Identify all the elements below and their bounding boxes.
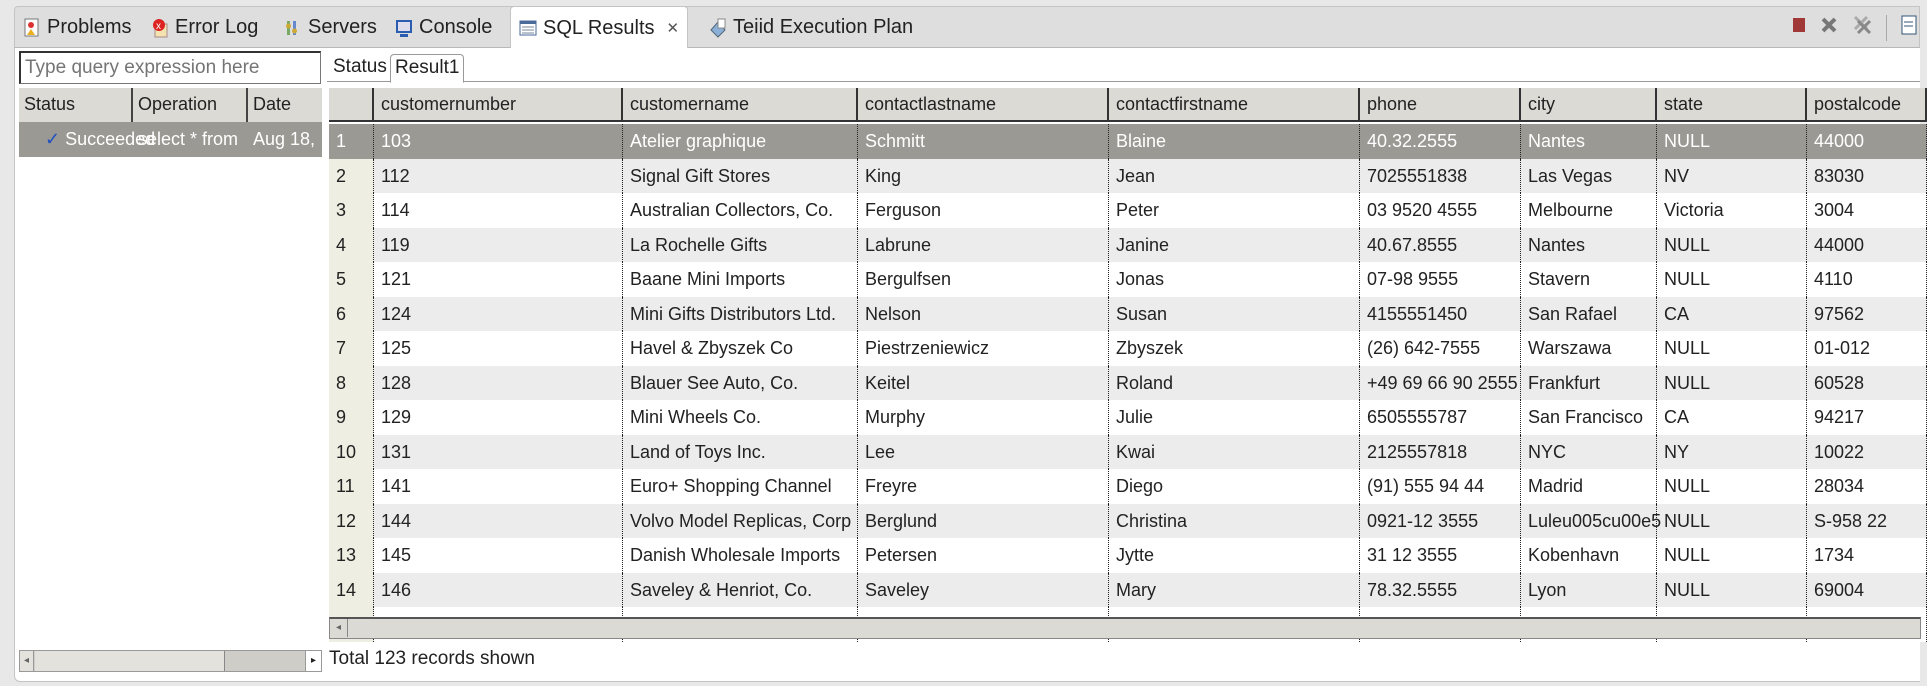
cell-contactlastname: Schmitt — [858, 124, 1109, 159]
tab-console[interactable]: Console — [387, 7, 500, 48]
table-row[interactable] — [329, 193, 1927, 228]
history-row[interactable] — [19, 122, 322, 157]
cell-customername: Blauer See Auto, Co. — [623, 366, 858, 401]
cell-contactlastname: Berglund — [858, 504, 1109, 539]
cell-phone: 03 9520 4555 — [1360, 193, 1521, 228]
cell-phone: 7025551838 — [1360, 159, 1521, 194]
cell-phone: 07-98 9555 — [1360, 262, 1521, 297]
cell-phone: 40.67.8555 — [1360, 228, 1521, 263]
cell-postalcode: 3004 — [1807, 193, 1927, 228]
cell-contactfirstname: Christina — [1109, 504, 1360, 539]
cell-row-number: 4 — [329, 228, 374, 263]
cell-phone: 6505555787 — [1360, 400, 1521, 435]
cell-phone: 0921-12 3555 — [1360, 504, 1521, 539]
cell-customername: Mini Gifts Distributors Ltd. — [623, 297, 858, 332]
console-icon — [395, 18, 413, 38]
date-cell: Aug 18, — [253, 129, 316, 149]
cell-state: NULL — [1657, 504, 1807, 539]
cell-customernumber: 131 — [374, 435, 623, 470]
table-row[interactable] — [329, 469, 1927, 504]
results-table — [329, 88, 1921, 613]
table-row[interactable] — [329, 124, 1927, 159]
cell-contactfirstname: Susan — [1109, 297, 1360, 332]
table-row[interactable] — [329, 538, 1927, 573]
history-table-header — [19, 88, 322, 122]
cell-phone: 2125557818 — [1360, 435, 1521, 470]
cell-city: San Rafael — [1521, 297, 1657, 332]
problems-icon — [23, 18, 41, 38]
cell-customername: Atelier graphique — [623, 124, 858, 159]
cell-state: CA — [1657, 297, 1807, 332]
cell-contactfirstname: Peter — [1109, 193, 1360, 228]
cell-city: Frankfurt — [1521, 366, 1657, 401]
tab-result1[interactable]: Result1 — [390, 54, 464, 83]
cell-city: Madrid — [1521, 469, 1657, 504]
remove-icon[interactable] — [1820, 16, 1838, 39]
table-row[interactable] — [329, 262, 1927, 297]
cell-state: NULL — [1657, 228, 1807, 263]
query-expression-input[interactable] — [19, 51, 321, 84]
status-text: Succeeded — [65, 129, 156, 149]
cell-city: Lyon — [1521, 573, 1657, 608]
cell-contactfirstname: Kwai — [1109, 435, 1360, 470]
cell-customername: Danish Wholesale Imports — [623, 538, 858, 573]
cell-row-number: 12 — [329, 504, 374, 539]
cell-state: NULL — [1657, 366, 1807, 401]
cell-postalcode: 94217 — [1807, 400, 1927, 435]
scrollbar-thumb[interactable] — [35, 651, 225, 671]
toolbar-separator — [1886, 15, 1887, 41]
cell-customername: Australian Collectors, Co. — [623, 193, 858, 228]
column-header-row-number[interactable] — [329, 88, 374, 122]
remove-all-icon[interactable] — [1852, 14, 1872, 41]
records-count-status: Total 123 records shown — [329, 648, 535, 669]
cell-row-number: 7 — [329, 331, 374, 366]
tab-error-log[interactable]: x Error Log — [143, 7, 266, 48]
cell-row-number: 1 — [329, 124, 374, 159]
table-row[interactable] — [329, 366, 1927, 401]
cell-contactfirstname: Jytte — [1109, 538, 1360, 573]
column-header-operation[interactable]: Operation — [133, 88, 248, 122]
column-header-customernumber[interactable]: customernumber — [374, 88, 623, 122]
column-header-status[interactable]: Status — [19, 88, 133, 122]
tab-teiid-execution-plan[interactable]: Teiid Execution Plan — [701, 7, 921, 48]
cell-contactlastname: Nelson — [858, 297, 1109, 332]
scroll-left-icon[interactable]: ◂ — [330, 619, 348, 637]
cell-city: Nantes — [1521, 228, 1657, 263]
cell-state: NULL — [1657, 538, 1807, 573]
cell-customername: Signal Gift Stores — [623, 159, 858, 194]
cell-phone: +49 69 66 90 2555 — [1360, 366, 1521, 401]
cell-state: NULL — [1657, 573, 1807, 608]
cell-phone: 78.32.5555 — [1360, 573, 1521, 608]
cell-city: Nantes — [1521, 124, 1657, 159]
servers-icon — [284, 18, 302, 38]
cell-row-number: 6 — [329, 297, 374, 332]
cell-row-number: 13 — [329, 538, 374, 573]
cell-city: Kobenhavn — [1521, 538, 1657, 573]
cell-customernumber: 124 — [374, 297, 623, 332]
status-cell — [19, 122, 156, 157]
cell-postalcode: 44000 — [1807, 124, 1927, 159]
view-menu-icon[interactable] — [1901, 14, 1915, 41]
cell-city: San Francisco — [1521, 400, 1657, 435]
cell-customernumber: 119 — [374, 228, 623, 263]
cell-customernumber: 145 — [374, 538, 623, 573]
cell-customername: Volvo Model Replicas, Corp — [623, 504, 858, 539]
error-log-icon — [151, 18, 169, 38]
cell-row-number: 11 — [329, 469, 374, 504]
column-header-contactlastname[interactable]: contactlastname — [858, 88, 1109, 122]
cell-phone: (26) 642-7555 — [1360, 331, 1521, 366]
cell-city: NYC — [1521, 435, 1657, 470]
cell-city: Warszawa — [1521, 331, 1657, 366]
cell-city: Luleu005cu00e5 — [1521, 504, 1657, 539]
cell-postalcode: 10022 — [1807, 435, 1927, 470]
view-tab-bar — [14, 6, 1920, 48]
cell-contactfirstname: Jonas — [1109, 262, 1360, 297]
cell-customernumber: 144 — [374, 504, 623, 539]
column-header-date[interactable]: Date — [253, 94, 292, 114]
operation-cell: select * from — [138, 129, 239, 149]
cell-row-number: 9 — [329, 400, 374, 435]
column-header-state[interactable]: state — [1657, 88, 1807, 122]
cell-customername: Havel & Zbyszek Co — [623, 331, 858, 366]
table-row[interactable] — [329, 573, 1927, 608]
cell-customernumber: 141 — [374, 469, 623, 504]
close-tab-icon[interactable]: ✕ — [666, 20, 680, 37]
tab-status[interactable]: Status — [333, 56, 387, 77]
results-table-header — [329, 88, 1927, 122]
cell-state: NY — [1657, 435, 1807, 470]
cell-contactlastname: Saveley — [858, 573, 1109, 608]
cell-contactfirstname: Jean — [1109, 159, 1360, 194]
history-horizontal-scrollbar[interactable] — [19, 650, 322, 672]
execution-plan-icon — [709, 18, 727, 38]
tab-sql-results[interactable]: SQL Results ✕ — [510, 6, 688, 49]
cell-customernumber: 121 — [374, 262, 623, 297]
cell-postalcode: 97562 — [1807, 297, 1927, 332]
cell-phone: (91) 555 94 44 — [1360, 469, 1521, 504]
tab-servers[interactable]: Servers — [276, 7, 385, 48]
cell-city: Las Vegas — [1521, 159, 1657, 194]
cell-customernumber: 146 — [374, 573, 623, 608]
sql-results-view — [14, 48, 1920, 682]
cell-contactfirstname: Janine — [1109, 228, 1360, 263]
cell-contactlastname: Labrune — [858, 228, 1109, 263]
cell-state: NULL — [1657, 124, 1807, 159]
cell-postalcode: 1734 — [1807, 538, 1927, 573]
table-row[interactable] — [329, 331, 1927, 366]
tab-problems[interactable]: Problems — [15, 7, 139, 48]
table-row[interactable] — [329, 435, 1927, 470]
cell-row-number: 2 — [329, 159, 374, 194]
cell-customername: La Rochelle Gifts — [623, 228, 858, 263]
cell-customername: Mini Wheels Co. — [623, 400, 858, 435]
cell-customername: Land of Toys Inc. — [623, 435, 858, 470]
cell-postalcode: 60528 — [1807, 366, 1927, 401]
cell-customernumber: 125 — [374, 331, 623, 366]
cell-postalcode: 01-012 — [1807, 331, 1927, 366]
cell-customername: Baane Mini Imports — [623, 262, 858, 297]
sql-results-icon — [519, 18, 537, 38]
cell-row-number: 14 — [329, 573, 374, 608]
cell-postalcode: S-958 22 — [1807, 504, 1927, 539]
cell-contactlastname: Keitel — [858, 366, 1109, 401]
column-header-postalcode[interactable]: postalcode — [1807, 88, 1927, 122]
cell-customername: Euro+ Shopping Channel — [623, 469, 858, 504]
cell-contactlastname: King — [858, 159, 1109, 194]
cell-postalcode: 4110 — [1807, 262, 1927, 297]
cell-state: CA — [1657, 400, 1807, 435]
cell-postalcode: 69004 — [1807, 573, 1927, 608]
table-row[interactable] — [329, 400, 1927, 435]
cell-phone: 4155551450 — [1360, 297, 1521, 332]
cell-customernumber: 129 — [374, 400, 623, 435]
cell-phone: 40.32.2555 — [1360, 124, 1521, 159]
cell-contactlastname: Piestrzeniewicz — [858, 331, 1109, 366]
column-header-customername[interactable]: customername — [623, 88, 858, 122]
cell-customername: Saveley & Henriot, Co. — [623, 573, 858, 608]
cell-contactlastname: Petersen — [858, 538, 1109, 573]
table-row[interactable] — [329, 504, 1927, 539]
cell-contactfirstname: Zbyszek — [1109, 331, 1360, 366]
cell-customernumber: 114 — [374, 193, 623, 228]
view-toolbar — [1792, 7, 1919, 48]
check-icon: ✓ — [45, 129, 61, 149]
cell-row-number: 8 — [329, 366, 374, 401]
cell-state: Victoria — [1657, 193, 1807, 228]
table-row[interactable] — [329, 297, 1927, 332]
cell-contactlastname: Bergulfsen — [858, 262, 1109, 297]
cell-contactfirstname: Julie — [1109, 400, 1360, 435]
cell-postalcode: 83030 — [1807, 159, 1927, 194]
cell-postalcode: 28034 — [1807, 469, 1927, 504]
cell-state: NULL — [1657, 331, 1807, 366]
table-row[interactable] — [329, 228, 1927, 263]
column-header-phone[interactable]: phone — [1360, 88, 1521, 122]
cell-contactlastname: Ferguson — [858, 193, 1109, 228]
cell-city: Stavern — [1521, 262, 1657, 297]
cell-state: NULL — [1657, 469, 1807, 504]
cell-row-number: 5 — [329, 262, 374, 297]
cell-row-number: 3 — [329, 193, 374, 228]
result-tabs — [327, 48, 1920, 82]
cell-contactfirstname: Blaine — [1109, 124, 1360, 159]
cell-contactfirstname: Roland — [1109, 366, 1360, 401]
table-row[interactable] — [329, 159, 1927, 194]
column-header-contactfirstname[interactable]: contactfirstname — [1109, 88, 1360, 122]
cell-contactlastname: Freyre — [858, 469, 1109, 504]
cell-postalcode: 44000 — [1807, 228, 1927, 263]
cell-contactfirstname: Mary — [1109, 573, 1360, 608]
column-header-city[interactable]: city — [1521, 88, 1657, 122]
scroll-right-icon[interactable]: ▸ — [305, 651, 321, 671]
cell-customernumber: 112 — [374, 159, 623, 194]
svg-text:x: x — [156, 20, 161, 32]
scroll-left-icon[interactable]: ◂ — [20, 651, 34, 671]
cell-customernumber: 128 — [374, 366, 623, 401]
cell-contactlastname: Murphy — [858, 400, 1109, 435]
cell-contactfirstname: Diego — [1109, 469, 1360, 504]
cell-row-number: 10 — [329, 435, 374, 470]
cell-phone: 31 12 3555 — [1360, 538, 1521, 573]
cell-city: Melbourne — [1521, 193, 1657, 228]
results-horizontal-scrollbar[interactable] — [329, 617, 1921, 639]
cell-customernumber: 103 — [374, 124, 623, 159]
cell-contactlastname: Lee — [858, 435, 1109, 470]
cell-state: NV — [1657, 159, 1807, 194]
cell-state: NULL — [1657, 262, 1807, 297]
stop-icon[interactable] — [1792, 17, 1806, 38]
